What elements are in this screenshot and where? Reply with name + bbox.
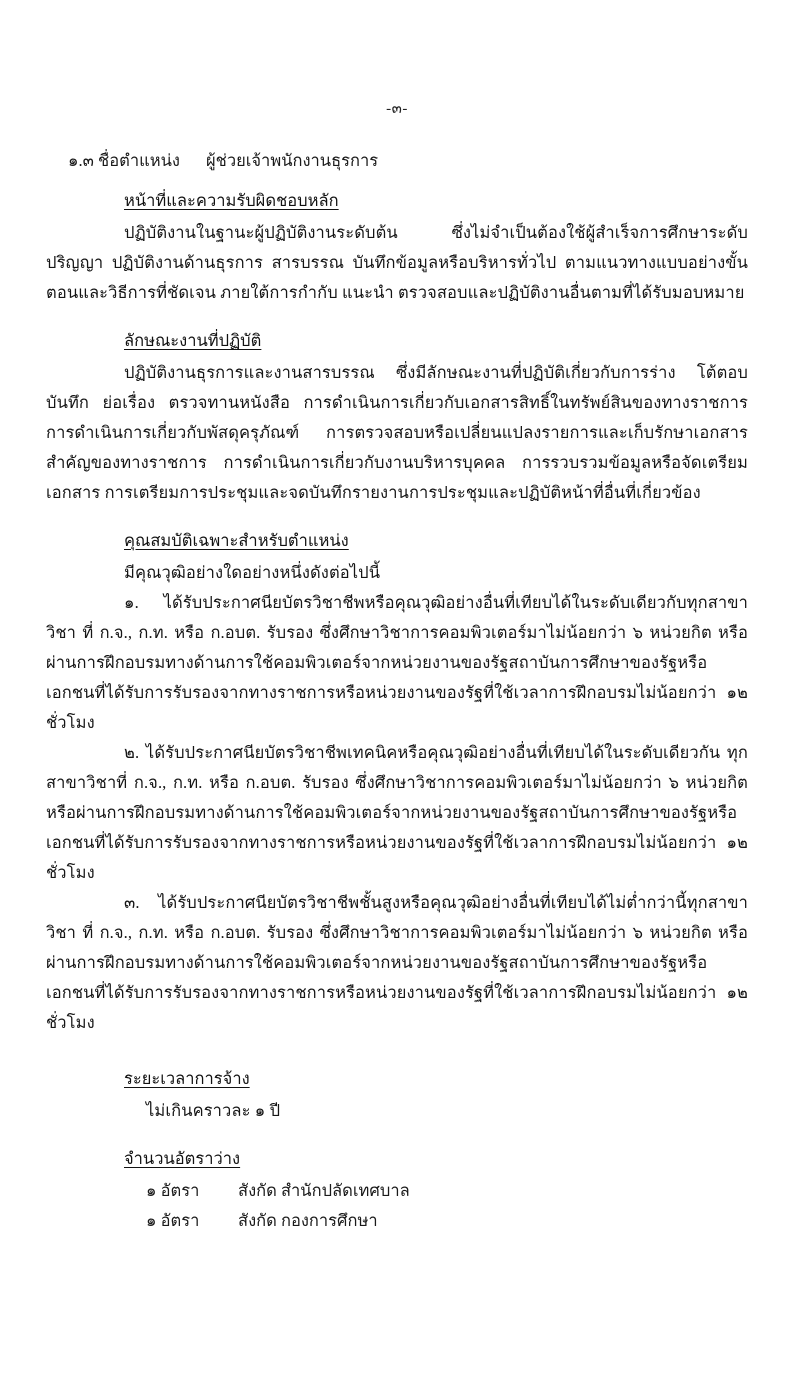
qualification-item-3: ๓. ได้รับประกาศนียบัตรวิชาชีพชั้นสูงหรือคุณวุฒิอย่างอื่นที่เทียบได้ไม่ต่ำกว่านี้ทุกสาขาวิชา ที่ ก.จ., ก.ท. หรือ ก.อบต. รับรอง ซึ่งศึกษาวิชาการคอมพิวเตอร์มาไม่น้อยกว่า ๖ หน่วยกิต หรือผ่านการฝึกอบรมทางด้านการใช้คอมพิวเตอร์จากหน่วยงานของรัฐสถาบันการศึกษาของรัฐหรือเอกชนที่ได้รับการรับรองจากทางราชการหรือหน่วยงานของรัฐที่ใช้เวลาการฝึกอบรมไม่น้อยกว่า ๑๒ ชั่วโมง [46,893,753,1032]
vacancy-amount: ๑ อัตรา [146,1181,200,1200]
section-heading-duration: ระยะเวลาการจ้าง [124,1069,250,1088]
document-body [46,146,753,1236]
qualification-item-2: ๒. ได้รับประกาศนียบัตรวิชาชีพเทคนิคหรือคุณวุฒิอย่างอื่นที่เทียบได้ในระดับเดียวกัน ทุกสาขาวิชาที่ ก.จ., ก.ท. หรือ ก.อบต. รับรอง ซึ่งศึกษาวิชาการคอมพิวเตอร์มาไม่น้อยกว่า ๖ หน่วยกิต หรือผ่านการฝึกอบรมทางด้านการใช้คอมพิวเตอร์จากหน่วยงานของรัฐสถาบันการศึกษาของรัฐหรือเอกชนที่ได้รับการรับรองจากทางราชการหรือหน่วยงานของรัฐที่ใช้เวลาการฝึกอบรมไม่น้อยกว่า ๑๒ ชั่วโมง [46,743,753,882]
section-paragraph-duties: ปฏิบัติงานในฐานะผู้ปฏิบัติงานระดับต้น ซึ่งไม่จำเป็นต้องใช้ผู้สำเร็จการศึกษาระดับปริญญา ปฏิบัติงานด้านธุรการ สารบรรณ บันทึกข้อมูลหรือบริหารทั่วไป ตามแนวทางแบบอย่างขั้นตอนและวิธีการที่ชัดเจน ภายใต้การกำกับ แนะนำ ตรวจสอบและปฏิบัติงานอื่นตามที่ได้รับมอบหมาย [46,223,748,302]
section-heading-work-nature: ลักษณะงานที่ปฏิบัติ [124,331,262,350]
section-heading-qualifications: คุณสมบัติเฉพาะสำหรับตำแหน่ง [124,531,349,550]
qualifications-intro: มีคุณวุฒิอย่างใดอย่างหนึ่งดังต่อไปนี้ [124,563,381,582]
section-paragraph-work-nature: ปฏิบัติงานธุรการและงานสารบรรณ ซึ่งมีลักษณะงานที่ปฏิบัติเกี่ยวกับการร่าง โต้ตอบ บันทึก ย่อเรื่อง ตรวจทานหนังสือ การดำเนินการเกี่ยวกับเอกสารสิทธิ์ในทรัพย์สินของทางราชการ การดำเนินการเกี่ยวกับพัสดุครุภัณฑ์ การตรวจสอบหรือเปลี่ยนแปลงรายการและเก็บรักษาเอกสารสำคัญของทางราชการ การดำเนินการเกี่ยวกับงานบริหารบุคคล การรวบรวมข้อมูลหรือจัดเตรียมเอกสาร การเตรียมการประชุมและจดบันทึกรายงานการประชุมและปฏิบัติหน้าที่อื่นที่เกี่ยวข้อง [46,363,753,502]
duration-text: ไม่เกินคราวละ ๑ ปี [146,1101,281,1120]
qualification-item-1: ๑. ได้รับประกาศนียบัตรวิชาชีพหรือคุณวุฒิอย่างอื่นที่เทียบได้ในระดับเดียวกับทุกสาขาวิชา ที่ ก.จ., ก.ท. หรือ ก.อบต. รับรอง ซึ่งศึกษาวิชาการคอมพิวเตอร์มาไม่น้อยกว่า ๖ หน่วยกิต หรือผ่านการฝึกอบรมทางด้านการใช้คอมพิวเตอร์จากหน่วยงานของรัฐสถาบันการศึกษาของรัฐหรือเอกชนที่ได้รับการรับรองจากทางราชการหรือหน่วยงานของรัฐที่ใช้เวลาการฝึกอบรมไม่น้อยกว่า ๑๒ ชั่วโมง [46,593,753,732]
page-number: -๓- [386,101,408,117]
section-heading-vacancy: จำนวนอัตราว่าง [124,1149,241,1168]
vacancy-unit: สังกัด สำนักปลัดเทศบาล [238,1181,410,1200]
section-heading-duties: หน้าที่และความรับผิดชอบหลัก [124,191,339,210]
vacancy-row [46,1176,748,1206]
position-name: ผู้ช่วยเจ้าพนักงานธุรการ [205,151,379,170]
position-number-label: ๑.๓ ชื่อตำแหน่ง [68,151,180,170]
vacancy-amount: ๑ อัตรา [146,1211,200,1230]
vacancy-row [46,1206,748,1236]
vacancy-unit: สังกัด กองการศึกษา [238,1211,378,1230]
position-title-row [46,146,748,176]
